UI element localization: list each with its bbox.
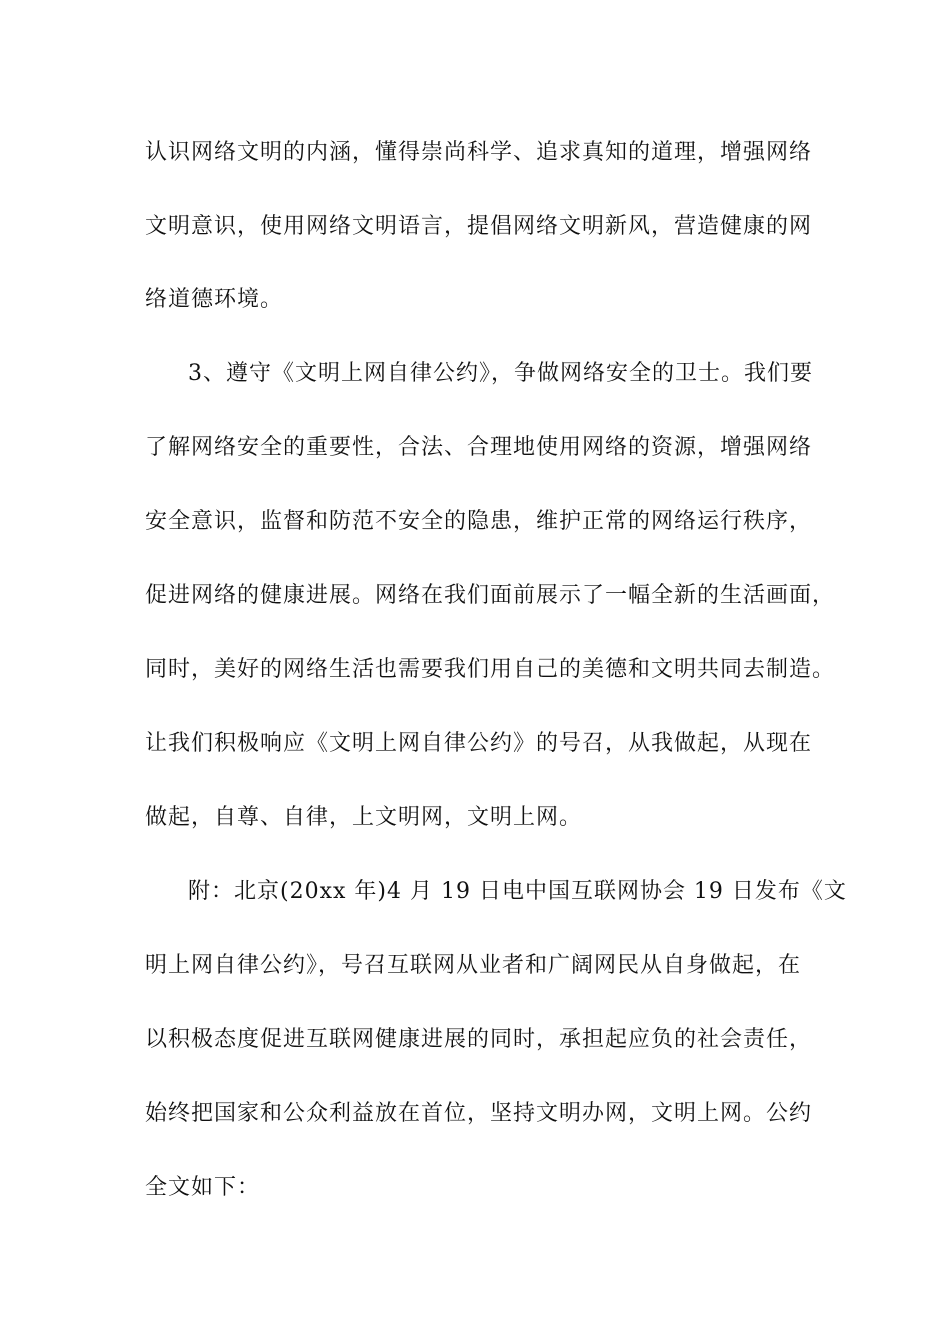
paragraph-line: 全文如下： xyxy=(145,1175,261,1200)
paragraph-line: 以积极态度促进互联网健康进展的同时，承担起应负的社会责任， xyxy=(145,1027,813,1052)
paragraph-line: 始终把国家和公众利益放在首位，坚持文明办网，文明上网。公约 xyxy=(145,1101,813,1126)
paragraph-line: 明上网自律公约》，号召互联网从业者和广阔网民从自身做起，在 xyxy=(145,953,802,978)
paragraph-line: 安全意识，监督和防范不安全的隐患，维护正常的网络运行秩序， xyxy=(145,509,813,534)
paragraph-line: 了解网络安全的重要性，合法、合理地使用网络的资源，增强网络 xyxy=(145,435,813,460)
paragraph-line: 让我们积极响应《文明上网自律公约》的号召，从我做起，从现在 xyxy=(145,731,813,756)
paragraph-line: 络道德环境。 xyxy=(145,287,284,312)
paragraph-line: 促进网络的健康进展。网络在我们面前展示了一幅全新的生活画面， xyxy=(145,583,836,608)
paragraph-line: 同时，美好的网络生活也需要我们用自己的美德和文明共同去制造。 xyxy=(145,657,836,682)
paragraph-line: 文明意识，使用网络文明语言，提倡网络文明新风，营造健康的网 xyxy=(145,214,813,239)
paragraph-line: 做起，自尊、自律，上文明网，文明上网。 xyxy=(145,805,583,830)
paragraph-line: 3、遵守《文明上网自律公约》，争做网络安全的卫士。我们要 xyxy=(188,361,813,386)
paragraph-line: 附：北京(20xx 年)4 月 19 日电中国互联网协会 19 日发布《文 xyxy=(188,879,847,904)
paragraph-line: 认识网络文明的内涵，懂得崇尚科学、追求真知的道理，增强网络 xyxy=(145,140,813,165)
